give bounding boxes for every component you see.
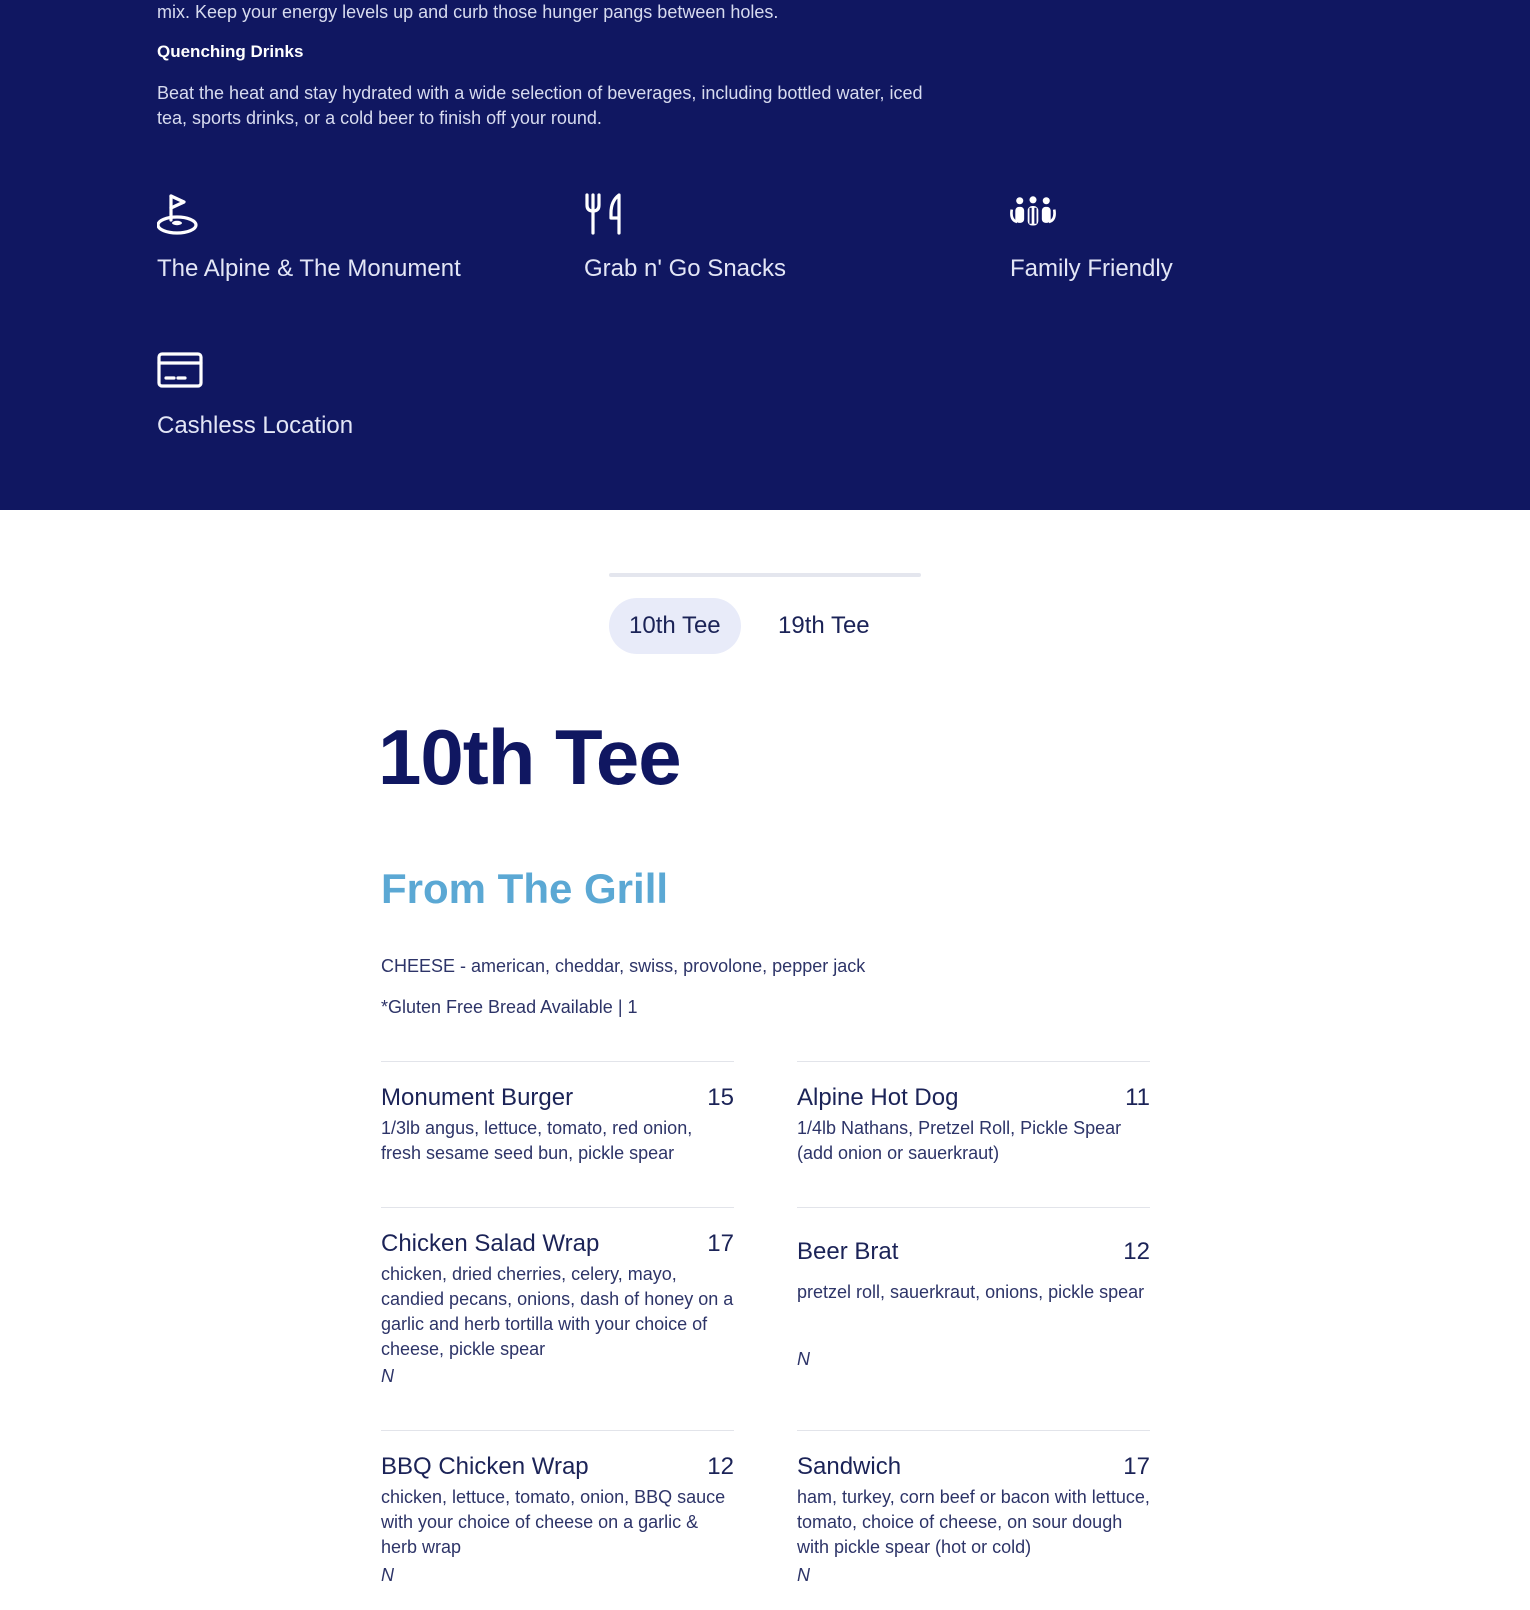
item-price: 12 xyxy=(707,1453,734,1480)
item-description: 1/3lb angus, lettuce, tomato, red onion, fresh sesame seed bun, pickle spear xyxy=(381,1118,693,1163)
menu-item xyxy=(381,1207,734,1418)
menu-item xyxy=(381,1430,734,1610)
item-description: chicken, dried cherries, celery, mayo, candied pecans, onions, dash of honey on a garlic and herb tortilla with your choice of cheese, pickle spear xyxy=(381,1264,734,1359)
drinks-description: Beat the heat and stay hydrated with a wide selection of beverages, including bottled water, iced tea, sports drinks, or a cold beer to finish off your round. xyxy=(157,83,923,128)
tab-19th-tee[interactable]: 19th Tee xyxy=(778,612,870,639)
nut-allergen-tag: N xyxy=(381,1366,394,1386)
fork-knife-icon xyxy=(584,193,630,235)
item-price: 15 xyxy=(707,1084,734,1111)
menu-item xyxy=(381,1061,734,1202)
amenities-section xyxy=(0,0,1530,510)
item-name: Alpine Hot Dog xyxy=(797,1084,959,1111)
item-description: chicken, lettuce, tomato, onion, BBQ sauce with your choice of cheese on a garlic & herb wrap xyxy=(381,1487,726,1557)
feature-family-friendly xyxy=(1010,193,1173,282)
item-description: ham, turkey, corn beef or bacon with lettuce, tomato, choice of cheese, on sour dough with pickle spear (hot or cold) xyxy=(797,1487,1150,1557)
item-name: BBQ Chicken Wrap xyxy=(381,1453,589,1480)
item-name: Chicken Salad Wrap xyxy=(381,1230,600,1257)
feature-grab-n-go xyxy=(584,193,787,282)
menu-item xyxy=(797,1430,1150,1610)
intro-text-partial: mix. Keep your energy levels up and curb those hunger pangs between holes. xyxy=(157,2,779,22)
gluten-free-note: *Gluten Free Bread Available | 1 xyxy=(381,997,638,1017)
feature-label: Grab n' Go Snacks xyxy=(584,255,787,282)
item-price: 17 xyxy=(707,1230,734,1257)
item-description: 1/4lb Nathans, Pretzel Roll, Pickle Spear (add onion or sauerkraut) xyxy=(797,1118,1122,1163)
golf-flag-icon xyxy=(157,193,203,235)
menu-item xyxy=(797,1061,1150,1202)
page-title: 10th Tee xyxy=(378,713,681,801)
item-price: 12 xyxy=(1123,1238,1150,1265)
tab-10th-tee[interactable]: 10th Tee xyxy=(609,598,741,654)
section-title: From The Grill xyxy=(381,865,669,912)
item-name: Beer Brat xyxy=(797,1238,899,1265)
family-icon xyxy=(1010,193,1056,235)
menu-item xyxy=(797,1207,1150,1418)
feature-cashless xyxy=(157,350,354,439)
item-description: pretzel roll, sauerkraut, onions, pickle spear xyxy=(797,1282,1145,1302)
nut-allergen-tag: N xyxy=(797,1565,810,1585)
feature-label: The Alpine & The Monument xyxy=(157,255,461,282)
feature-label: Cashless Location xyxy=(157,412,354,439)
tab-bar-divider xyxy=(609,573,921,577)
drinks-heading: Quenching Drinks xyxy=(157,42,304,61)
feature-label: Family Friendly xyxy=(1010,255,1173,282)
nut-allergen-tag: N xyxy=(381,1565,394,1585)
item-price: 11 xyxy=(1125,1084,1150,1111)
item-name: Sandwich xyxy=(797,1453,902,1480)
item-name: Monument Burger xyxy=(381,1084,574,1111)
item-price: 17 xyxy=(1123,1453,1150,1480)
cheese-note: CHEESE - american, cheddar, swiss, provolone, pepper jack xyxy=(381,956,866,976)
feature-alpine-monument xyxy=(157,193,461,282)
credit-card-icon xyxy=(157,350,203,392)
nut-allergen-tag: N xyxy=(797,1349,810,1369)
